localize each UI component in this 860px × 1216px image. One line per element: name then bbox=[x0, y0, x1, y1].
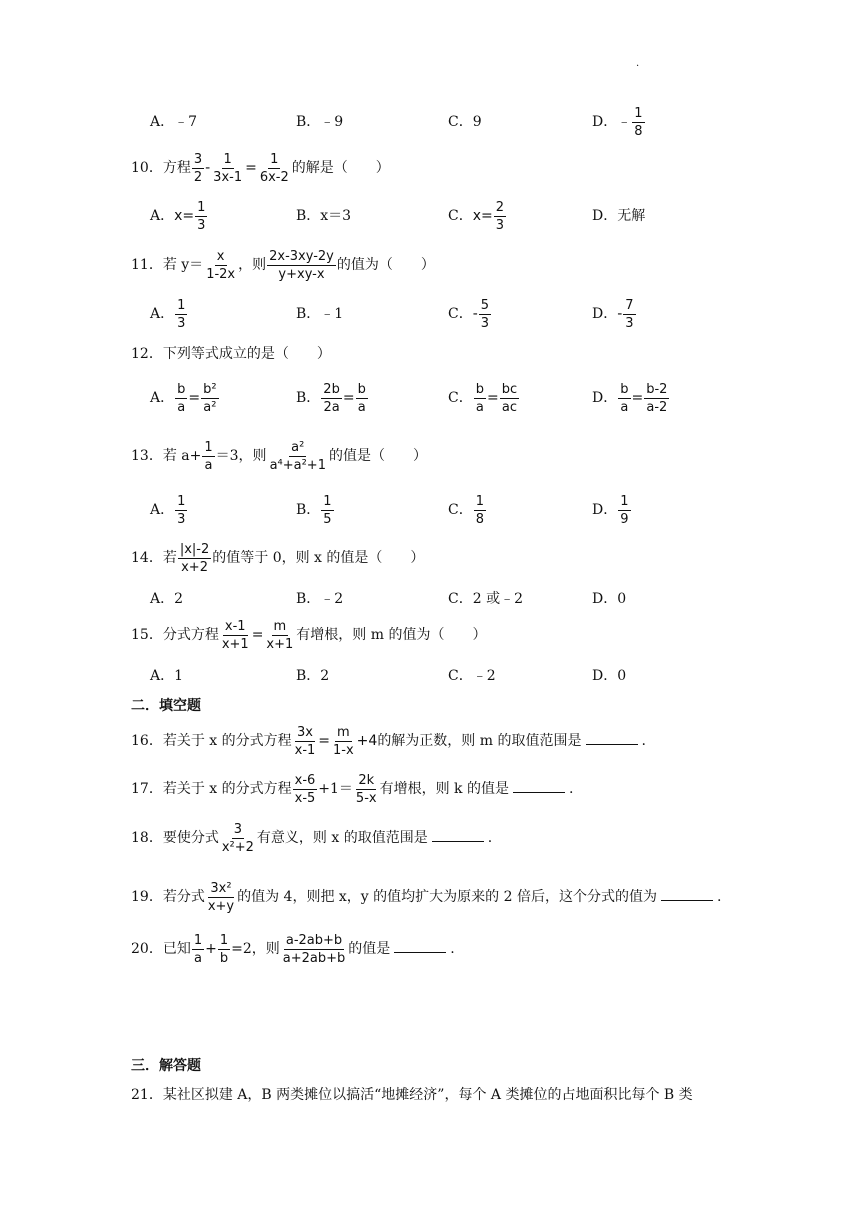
fraction: $\frac{2b}{2a}$ bbox=[323, 381, 340, 415]
fraction: $\frac{3}{2}$ bbox=[193, 151, 203, 185]
option-c: C．﹣2 bbox=[448, 668, 496, 684]
question-number: 16． bbox=[131, 733, 163, 749]
fraction: $\frac{1}{a}$ bbox=[204, 439, 213, 473]
option-b: B．﹣9 bbox=[296, 114, 344, 130]
fraction: $\frac{5}{3}$ bbox=[480, 297, 490, 331]
fraction: $\frac{m}{x+1}$ bbox=[266, 618, 294, 652]
option-d: D．0 bbox=[592, 668, 627, 684]
question-number: 10． bbox=[131, 160, 163, 176]
fraction: $\frac{1}{6x-2}$ bbox=[259, 151, 289, 185]
question-number: 21． bbox=[131, 1087, 163, 1103]
option-a: A．1 bbox=[150, 668, 184, 684]
question-17: 17．若关于 x 的分式方程 $\frac{x-6}{x-5}$ +1＝ $\frac{2k}{5-x}$ 有增根，则 k 的值是 . bbox=[131, 772, 574, 806]
option-b: B．﹣2 bbox=[296, 591, 344, 607]
q14-options bbox=[0, 579, 860, 619]
option-c: C．2 或﹣2 bbox=[448, 591, 523, 607]
fraction: $\frac{1}{3}$ bbox=[177, 297, 186, 331]
question-number: 12． bbox=[131, 346, 163, 362]
option-c: C．x= $\frac{2}{3}$ bbox=[448, 199, 505, 233]
fraction: $\frac{a-2ab+b}{a+2ab+b}$ bbox=[282, 932, 346, 966]
fraction: $\frac{1}{9}$ bbox=[620, 493, 629, 527]
fraction: $\frac{1}{a}$ bbox=[193, 932, 203, 966]
question-number: 13． bbox=[131, 448, 163, 464]
fraction: $\frac{m}{1-x}$ bbox=[333, 724, 354, 758]
fraction: $\frac{1}{b}$ bbox=[219, 932, 229, 966]
option-b: B． $\frac{2b}{2a}$ = $\frac{b}{a}$ bbox=[296, 381, 366, 415]
option-d: D．无解 bbox=[592, 208, 646, 224]
option-b: B．﹣1 bbox=[296, 306, 344, 322]
option-d: D．- $\frac{7}{3}$ bbox=[592, 297, 634, 331]
option-a: A． $\frac{b}{a}$ = $\frac{\text{b²}}{\text{a²}}$ bbox=[150, 381, 217, 415]
option-c: C． $\frac{1}{8}$ bbox=[448, 493, 484, 527]
question-12: 12．下列等式成立的是（ ） bbox=[131, 346, 331, 362]
fraction: $\frac{x-1}{x+1}$ bbox=[221, 618, 249, 652]
section-heading: 三．解答题 bbox=[131, 1058, 201, 1074]
option-a: A．﹣7 bbox=[150, 114, 198, 130]
q11-options bbox=[0, 294, 860, 334]
q9-options bbox=[0, 102, 860, 142]
option-b: B． $\frac{1}{5}$ bbox=[296, 493, 332, 527]
fraction: $\frac{\text{b²}}{\text{a²}}$ bbox=[203, 381, 217, 415]
fraction: $\frac{|x|-2}{x+2}$ bbox=[179, 541, 210, 575]
question-13: 13．若 a+ $\frac{1}{a}$ ＝3，则 $\frac{\text{a²}}{\text{a⁴+a²+1}}$ 的值是（ ） bbox=[131, 439, 427, 473]
option-a: A． $\frac{1}{3}$ bbox=[150, 297, 186, 331]
fraction: $\frac{\text{3x²}}{x+y}$ bbox=[207, 880, 235, 914]
question-number: 19． bbox=[131, 889, 163, 905]
question-16: 16．若关于 x 的分式方程 $\frac{3x}{x-1}$ = $\frac{m}{1-x}$ +4的解为正数，则 m 的取值范围是 . bbox=[131, 724, 646, 758]
fraction: $\frac{b}{a}$ bbox=[357, 381, 366, 415]
answer-blank bbox=[513, 778, 565, 793]
fraction: $\frac{1}{3}$ bbox=[177, 493, 186, 527]
question-number: 14． bbox=[131, 550, 163, 566]
question-14: 14．若 $\frac{|x|-2}{x+2}$ 的值等于 0，则 x 的值是（ ） bbox=[131, 541, 425, 575]
fraction: $\frac{b}{a}$ bbox=[177, 381, 186, 415]
question-number: 20． bbox=[131, 941, 163, 957]
question-10: 10．方程 $\frac{3}{2}$ - $\frac{1}{3x-1}$ = $\frac{1}{6x-2}$ 的解是（ ） bbox=[131, 151, 390, 185]
question-21: 21．某社区拟建 A，B 两类摊位以搞活“地摊经济”，每个 A 类摊位的占地面积比每个 B 类 bbox=[131, 1087, 693, 1103]
answer-blank bbox=[432, 827, 484, 842]
fraction: $\frac{x}{1-2x}$ bbox=[206, 248, 236, 282]
answer-blank bbox=[661, 886, 713, 901]
option-a: A．x= $\frac{1}{3}$ bbox=[150, 199, 206, 233]
fraction: $\frac{3}{\text{x²+2}}$ bbox=[221, 821, 254, 855]
question-18: 18．要使分式 $\frac{3}{\text{x²+2}}$ 有意义，则 x 的取值范围是 . bbox=[131, 821, 493, 855]
fraction: $\frac{x-6}{x-5}$ bbox=[294, 772, 316, 806]
fraction: $\frac{1}{8}$ bbox=[475, 493, 484, 527]
fraction: $\frac{bc}{ac}$ bbox=[501, 381, 518, 415]
question-11: 11．若 y＝ $\frac{x}{1-2x}$ ，则 $\frac{2x-3xy-2y}{y+xy-x}$ 的值为（ ） bbox=[131, 248, 435, 282]
fraction: $\frac{1}{8}$ bbox=[634, 105, 643, 139]
fraction: $\frac{b-2}{a-2}$ bbox=[646, 381, 668, 415]
question-number: 17． bbox=[131, 781, 163, 797]
answer-blank bbox=[586, 730, 638, 745]
header-dot: . bbox=[636, 58, 640, 69]
question-19: 19．若分式 $\frac{\text{3x²}}{x+y}$ 的值为 4，则把 x，y 的值均扩大为原来的 2 倍后，这个分式的值为 . bbox=[131, 880, 722, 914]
q13-options bbox=[0, 490, 860, 530]
question-number: 11． bbox=[131, 257, 163, 273]
option-d: D． $\frac{1}{9}$ bbox=[592, 493, 629, 527]
option-d: D．﹣ $\frac{1}{8}$ bbox=[592, 105, 643, 139]
fraction: $\frac{\text{a²}}{\text{a⁴+a²+1}}$ bbox=[269, 439, 326, 473]
question-15: 15．分式方程 $\frac{x-1}{x+1}$ = $\frac{m}{x+1}$ 有增根，则 m 的值为（ ） bbox=[131, 618, 487, 652]
question-number: 18． bbox=[131, 830, 163, 846]
option-c: C．- $\frac{5}{3}$ bbox=[448, 297, 490, 331]
option-b: B．x＝3 bbox=[296, 208, 352, 224]
fraction: $\frac{2k}{5-x}$ bbox=[355, 772, 377, 806]
q12-options bbox=[0, 378, 860, 418]
q10-options bbox=[0, 196, 860, 236]
fraction: $\frac{7}{3}$ bbox=[625, 297, 634, 331]
option-a: A． $\frac{1}{3}$ bbox=[150, 493, 186, 527]
option-c: C．9 bbox=[448, 114, 482, 130]
fraction: $\frac{1}{3}$ bbox=[197, 199, 206, 233]
fraction: $\frac{b}{a}$ bbox=[620, 381, 629, 415]
option-c: C． $\frac{b}{a}$ = $\frac{bc}{ac}$ bbox=[448, 381, 518, 415]
fraction: $\frac{1}{5}$ bbox=[323, 493, 332, 527]
section-heading: 二．填空题 bbox=[131, 698, 201, 714]
question-20: 20．已知 $\frac{1}{a}$ + $\frac{1}{b}$ =2，则 $\frac{a-2ab+b}{a+2ab+b}$ 的值是 . bbox=[131, 932, 455, 966]
q15-options bbox=[0, 656, 860, 696]
option-d: D．0 bbox=[592, 591, 627, 607]
option-a: A．2 bbox=[150, 591, 184, 607]
option-b: B．2 bbox=[296, 668, 330, 684]
fraction: $\frac{2x-3xy-2y}{y+xy-x}$ bbox=[269, 248, 334, 282]
question-number: 15． bbox=[131, 627, 163, 643]
fraction: $\frac{b}{a}$ bbox=[475, 381, 484, 415]
fraction: $\frac{3x}{x-1}$ bbox=[294, 724, 316, 758]
answer-blank bbox=[394, 938, 446, 953]
option-d: D． $\frac{b}{a}$ = $\frac{b-2}{a-2}$ bbox=[592, 381, 668, 415]
fraction: $\frac{1}{3x-1}$ bbox=[213, 151, 243, 185]
fraction: $\frac{2}{3}$ bbox=[495, 199, 505, 233]
